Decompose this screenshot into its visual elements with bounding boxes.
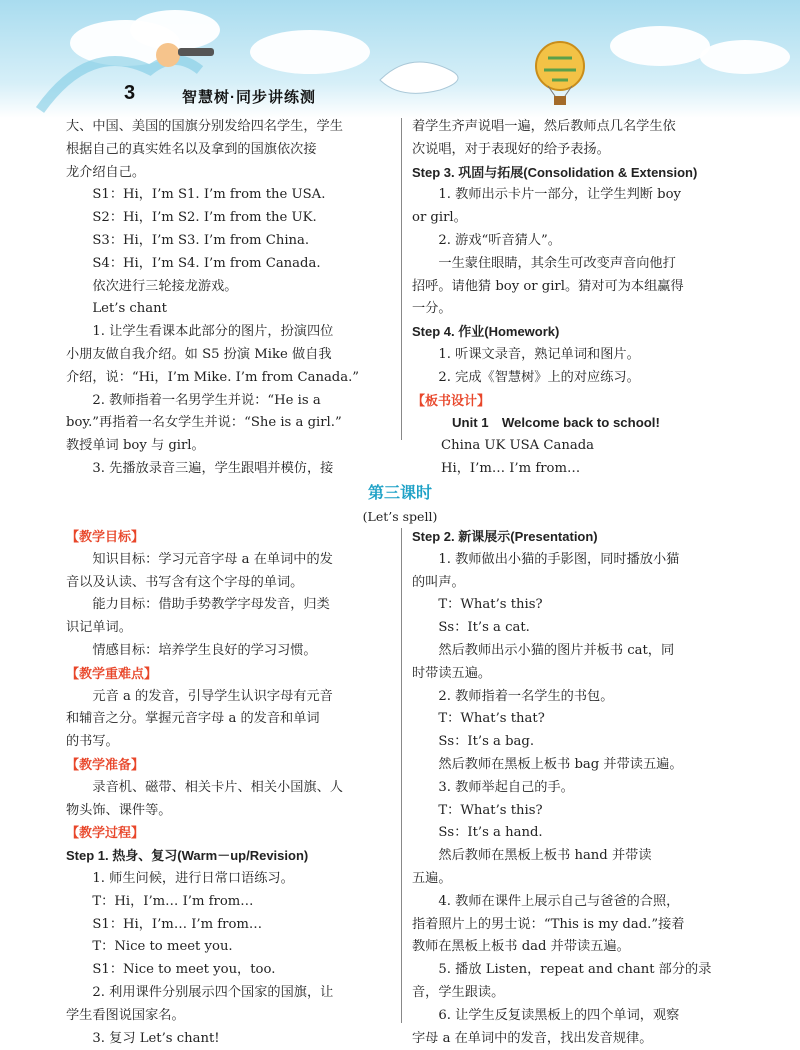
- dialogue-line: S4：Hi，I’m S4. I’m from Canada.: [92, 255, 321, 271]
- dialogue-line: S3：Hi，I’m S3. I’m from China.: [92, 232, 310, 248]
- dialogue-line: Ss：It’s a bag.: [438, 734, 535, 750]
- text-line: 情感目标：培养学生良好的学习习惯。: [92, 642, 317, 658]
- top-left-column: [66, 116, 391, 481]
- text-line: or girl。: [412, 210, 467, 226]
- bottom-left-column: [66, 526, 391, 1050]
- step-heading: Step 1. 热身、复习(Warm－up/Revision): [66, 848, 309, 864]
- dialogue-line: Ss：It’s a hand.: [438, 825, 543, 841]
- text-line: 元音 a 的发音，引导学生认识字母有元音: [92, 688, 333, 704]
- text-line: 根据自己的真实姓名以及拿到的国旗依次接: [66, 141, 317, 157]
- section-label: 【教学过程】: [66, 825, 145, 841]
- text-line: 依次进行三轮接龙游戏。: [92, 278, 238, 294]
- text-line: 物头饰、课件等。: [66, 802, 172, 818]
- step-heading: Step 2. 新课展示(Presentation): [412, 529, 598, 544]
- text-line: 然后教师出示小猫的图片并板书 cat，同: [438, 642, 675, 658]
- text-line: 音以及认读、书写含有这个字母的单词。: [66, 574, 304, 590]
- text-line: 一分。: [412, 301, 452, 317]
- dialogue-line: S1：Hi，I’m S1. I’m from the USA.: [92, 187, 326, 203]
- text-line: 学生看图说国家名。: [66, 1007, 185, 1023]
- dialogue-line: T：What’s this?: [438, 802, 543, 818]
- lesson-title: 第三课时: [367, 485, 432, 502]
- lesson-subtitle: (Let’s spell): [362, 509, 438, 524]
- text-line: 1. 师生问候，进行日常口语练习。: [92, 870, 294, 886]
- text-line: 教授单词 boy 与 girl。: [66, 438, 205, 454]
- text-line: 大、中国、美国的国旗分别发给四名学生，学生: [66, 119, 343, 134]
- text-line: 次说唱，对于表现好的给予表扬。: [412, 141, 610, 157]
- text-line: 1. 教师做出小猫的手影图，同时播放小猫: [438, 551, 680, 567]
- text-line: 指着照片上的男士说：“This is my dad.”接着: [412, 916, 685, 932]
- text-line: 2. 游戏“听音猜人”。: [438, 232, 561, 248]
- text-line: 着学生齐声说唱一遍，然后教师点几名学生依: [412, 119, 676, 134]
- bottom-right-column: [412, 526, 737, 1050]
- text-line: 1. 听课文录音，熟记单词和图片。: [438, 346, 640, 362]
- text-line: 音，学生跟读。: [412, 984, 505, 1000]
- text-line: 龙介绍自己。: [66, 164, 146, 180]
- top-right-column: [412, 116, 737, 481]
- text-line: 录音机、磁带、相关卡片、相关小国旗、人: [92, 779, 343, 795]
- step-heading: Step 3. 巩固与拓展(Consolidation & Extension): [412, 164, 698, 180]
- dialogue-line: Ss：It’s a cat.: [438, 620, 530, 636]
- section-label: 【板书设计】: [412, 392, 491, 408]
- dialogue-line: T：Nice to meet you.: [92, 939, 233, 955]
- text-line: 的叫声。: [412, 574, 465, 590]
- text-line: 6. 让学生反复读黑板上的四个单词，观察: [438, 1007, 680, 1023]
- text-line: 1. 教师出示卡片一部分，让学生判断 boy: [438, 187, 681, 203]
- column-divider: [401, 118, 402, 440]
- text-line: 5. 播放 Listen，repeat and chant 部分的录: [438, 962, 712, 978]
- section-label: 【教学准备】: [66, 756, 145, 772]
- text-line: 介绍，说：“Hi，I’m Mike. I’m from Canada.”: [66, 369, 360, 385]
- text-line: 2. 教师指着一名学生的书包。: [438, 688, 614, 704]
- dialogue-line: T：What’s that?: [438, 711, 545, 727]
- text-line: 一生蒙住眼睛，其余生可改变声音向他打: [438, 255, 676, 271]
- series-title: 智慧树·同步讲练测: [182, 89, 316, 106]
- telescope-icon: [178, 48, 214, 56]
- text-line: 和辅音之分。掌握元音字母 a 的发音和单词: [66, 711, 320, 727]
- text-line: 1. 让学生看课本此部分的图片，扮演四位: [92, 324, 334, 340]
- board-line: Hi，I’m… I’m from…: [441, 460, 581, 476]
- subheading: Let’s chant: [92, 301, 167, 317]
- text-line: 时带读五遍。: [412, 665, 492, 681]
- bird-icon: [380, 62, 458, 93]
- dialogue-line: T：Hi，I’m… I’m from…: [92, 893, 254, 909]
- text-line: 教师在黑板上板书 dad 并带读五遍。: [412, 939, 630, 955]
- dialogue-line: T：What’s this?: [438, 597, 543, 613]
- header-banner: [0, 0, 800, 118]
- text-line: 知识目标：学习元音字母 a 在单词中的发: [92, 551, 333, 567]
- page-number: 3: [124, 82, 136, 104]
- header-illustration: [0, 0, 800, 118]
- text-line: 能力目标：借助手势教学字母发音，归类: [92, 597, 330, 613]
- step-heading: Step 4. 作业(Homework): [412, 324, 560, 340]
- text-line: 五遍。: [412, 870, 452, 886]
- text-line: 3. 教师举起自己的手。: [438, 779, 574, 795]
- text-line: 招呼。请他猜 boy or girl。猜对可为本组赢得: [412, 278, 684, 294]
- text-line: 的书写。: [66, 734, 119, 750]
- text-line: 然后教师在黑板上板书 bag 并带读五遍。: [438, 756, 683, 772]
- text-line: 3. 先播放录音三遍，学生跟唱并模仿，接: [92, 460, 334, 476]
- section-label: 【教学重难点】: [66, 665, 158, 681]
- text-line: 小朋友做自我介绍。如 S5 扮演 Mike 做自我: [66, 346, 332, 362]
- text-line: 2. 教师指着一名男学生并说：“He is a: [92, 392, 321, 408]
- board-line: China UK USA Canada: [441, 438, 595, 454]
- hot-air-balloon-icon: [536, 42, 584, 105]
- text-line: 2. 完成《智慧树》上的对应练习。: [438, 369, 640, 385]
- text-line: 2. 利用课件分别展示四个国家的国旗，让: [92, 984, 334, 1000]
- text-line: 字母 a 在单词中的发音，找出发音规律。: [412, 1030, 653, 1046]
- board-unit-title: Unit 1 Welcome back to school!: [452, 415, 660, 431]
- dialogue-line: S2：Hi，I’m S2. I’m from the UK.: [92, 210, 317, 226]
- column-divider: [401, 528, 402, 1023]
- child-figure-icon: [156, 43, 180, 67]
- text-line: 然后教师在黑板上板书 hand 并带读: [438, 848, 652, 864]
- dialogue-line: S1：Nice to meet you，too.: [92, 962, 276, 978]
- text-line: 4. 教师在课件上展示自己与爸爸的合照，: [438, 893, 680, 909]
- section-label: 【教学目标】: [66, 529, 145, 544]
- dialogue-line: S1：Hi，I’m… I’m from…: [92, 916, 263, 932]
- text-line: 3. 复习 Let’s chant!: [92, 1030, 220, 1046]
- text-line: 识记单词。: [66, 620, 132, 636]
- text-line: boy.”再指着一名女学生并说：“She is a girl.”: [66, 415, 342, 431]
